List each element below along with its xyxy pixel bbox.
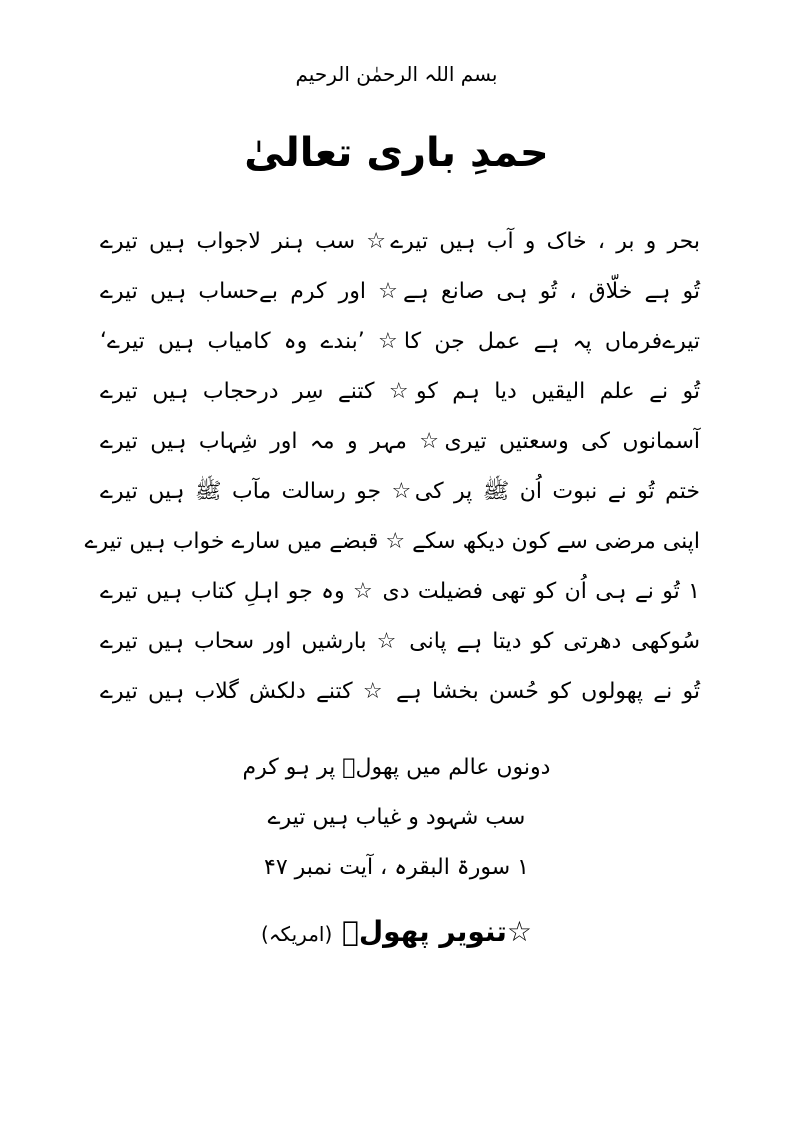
poet-name: ☆تنویر پھولؔ (342, 915, 532, 948)
verse-line: آسمانوں کی وسعتیں تیری☆ مہر و مہ اور شِہاب ہیں تیرے (100, 429, 700, 454)
poet-signature (0, 915, 793, 948)
verse-line: ۱ تُو نے ہی اُن کو تھی فضیلت دی ☆ وہ جو اہلِ کتاب ہیں تیرے (100, 579, 700, 604)
bismillah-heading: بسم اللہ الرحمٰن الرحیم (295, 62, 498, 86)
footnote: ۱ سورۃ البقرہ ، آیت نمبر ۴۷ (264, 855, 529, 880)
verse-line: ختم تُو نے نبوت اُن ﷺ پر کی☆ جو رسالت مآب ﷺ ہیں تیرے (100, 479, 700, 504)
verse-line: بحر و بر ، خاک و آب ہیں تیرے☆ سب ہنر لاجواب ہیں تیرے (100, 229, 700, 254)
poet-location: (امریکہ) (261, 922, 333, 946)
verse-list (84, 222, 700, 722)
closing-line: دونوں عالم میں پھولؔ پر ہو کرم (242, 755, 551, 780)
closing-line: سب شہود و غیاب ہیں تیرے (267, 805, 526, 830)
verse-line: سُوکھی دھرتی کو دیتا ہے پانی ☆ بارشیں اور سحاب ہیں تیرے (100, 629, 700, 654)
verse-line: تُو نے علم الیقیں دیا ہم کو☆ کتنے سِر درحجاب ہیں تیرے (100, 379, 700, 404)
verse-line: تیرےفرماں پہ ہے عمل جن کا☆ ’بندے وہ کامیاب ہیں تیرے‘ (100, 329, 700, 354)
poem-title: حمدِ باری تعالیٰ (244, 130, 549, 176)
verse-line: تُو ہے خلّاق ، تُو ہی صانع ہے☆ اور کرم بےحساب ہیں تیرے (100, 279, 700, 304)
verse-line: تُو نے پھولوں کو حُسن بخشا ہے ☆ کتنے دلکش گلاب ہیں تیرے (100, 679, 700, 704)
closing-section (0, 748, 793, 898)
verse-line: اپنی مرضی سے کون دیکھ سکے ☆ قبضے میں سارے خواب ہیں تیرے (84, 529, 700, 554)
